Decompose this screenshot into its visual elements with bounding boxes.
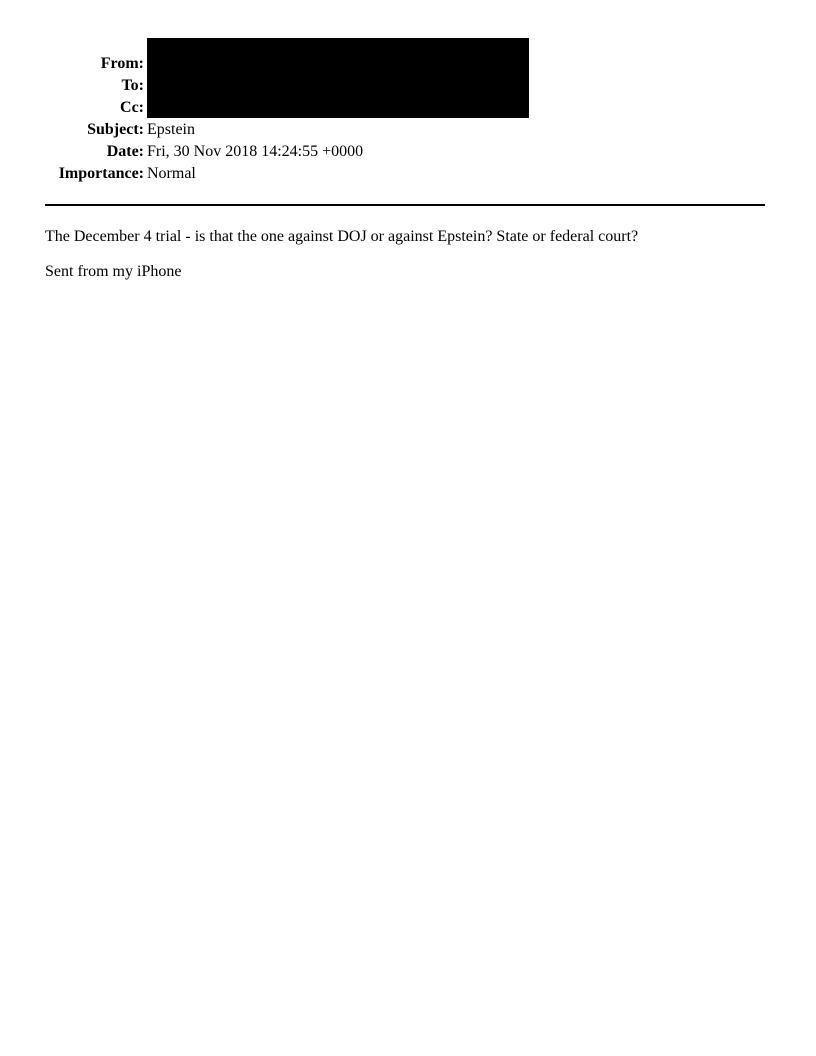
date-value: Fri, 30 Nov 2018 14:24:55 +0000 xyxy=(147,143,364,160)
email-signature: Sent from my iPhone xyxy=(45,263,182,280)
subject-value: Epstein xyxy=(147,121,195,138)
importance-label: Importance: xyxy=(58,165,144,182)
header-row-subject xyxy=(0,119,816,141)
redaction-block xyxy=(147,38,529,118)
header-row-date xyxy=(0,141,816,163)
to-label: To: xyxy=(121,77,144,94)
cc-label: Cc: xyxy=(120,99,144,116)
importance-value: Normal xyxy=(147,165,196,182)
header-divider xyxy=(45,204,765,206)
from-label: From: xyxy=(100,55,144,72)
email-body-paragraph: The December 4 trial - is that the one against DOJ or against Epstein? State or federal court? xyxy=(45,228,639,245)
date-label: Date: xyxy=(106,143,144,160)
header-row-importance xyxy=(0,163,816,185)
subject-label: Subject: xyxy=(87,121,144,138)
